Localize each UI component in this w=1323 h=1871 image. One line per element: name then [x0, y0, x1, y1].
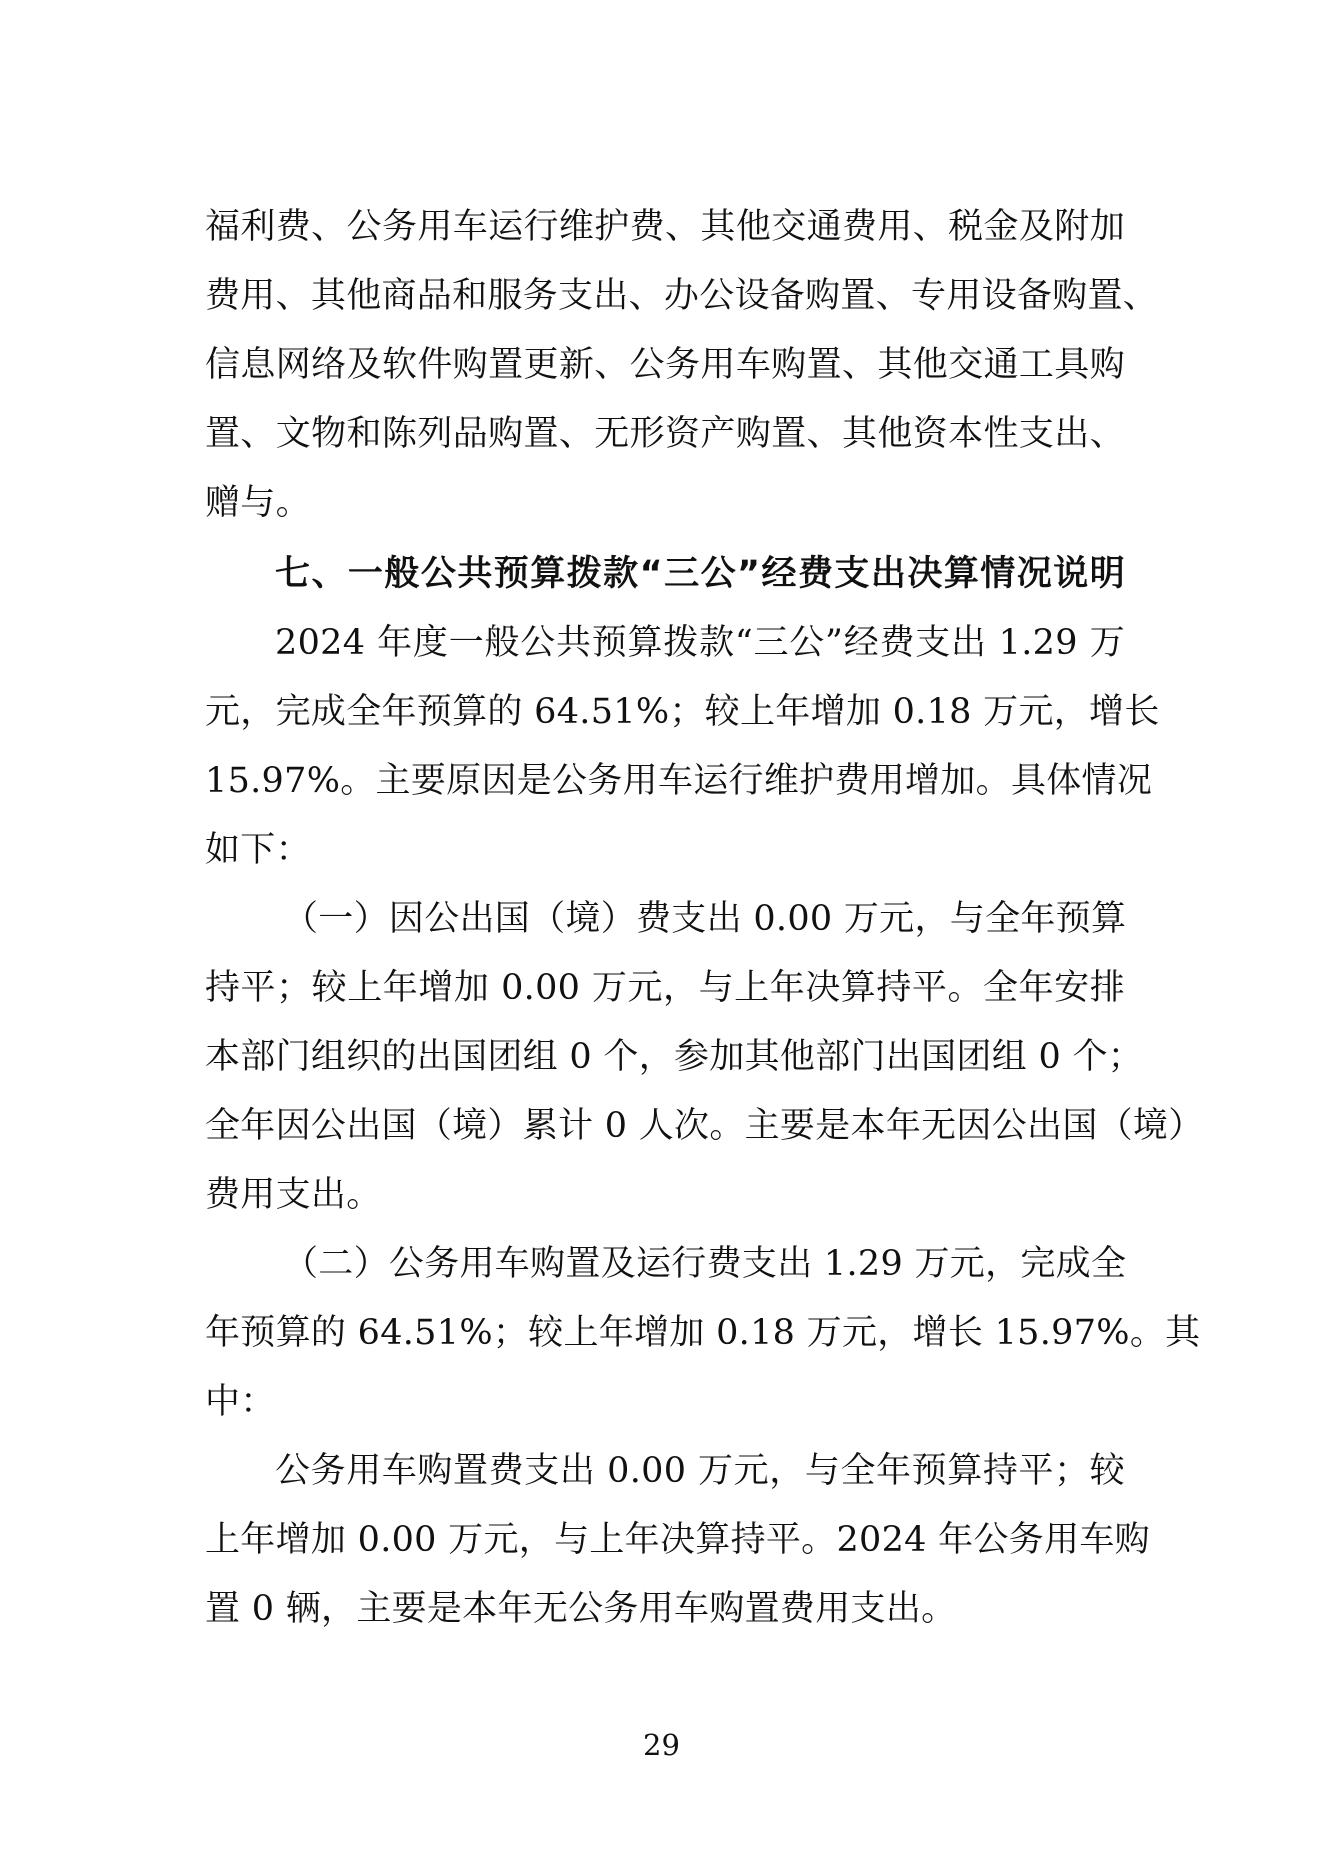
body-line-5: 赠与。 — [205, 483, 311, 523]
subsection-1-line-3: 本部门组织的出国团组 0 个，参加其他部门出国团组 0 个； — [205, 1037, 1144, 1077]
body-line-4: 置、文物和陈列品购置、无形资产购置、其他资本性支出、 — [205, 414, 1125, 454]
body-line-9: 15.97%。主要原因是公务用车运行维护费用增加。具体情况 — [205, 761, 1153, 801]
section-heading: 七、一般公共预算拨款“三公”经费支出决算情况说明 — [275, 554, 1125, 594]
subsection-1-line-1: （一）因公出国（境）费支出 0.00 万元，与全年预算 — [283, 899, 1127, 939]
vehicle-purchase-line-3: 置 0 辆，主要是本年无公务用车购置费用支出。 — [205, 1589, 957, 1629]
subsection-2-line-3: 中： — [205, 1382, 276, 1422]
body-line-7: 2024 年度一般公共预算拨款“三公”经费支出 1.29 万 — [275, 623, 1125, 663]
subsection-2-line-2: 年预算的 64.51%；较上年增加 0.18 万元，增长 15.97%。其 — [205, 1313, 1201, 1353]
subsection-1-line-5: 费用支出。 — [205, 1175, 382, 1215]
body-line-10: 如下： — [205, 830, 311, 870]
body-line-1: 福利费、公务用车运行维护费、其他交通费用、税金及附加 — [205, 207, 1125, 247]
body-line-2: 费用、其他商品和服务支出、办公设备购置、专用设备购置、 — [205, 276, 1159, 316]
body-line-8: 元，完成全年预算的 64.51%；较上年增加 0.18 万元，增长 — [205, 692, 1160, 732]
page-number: 29 — [643, 1728, 680, 1762]
subsection-1-line-4: 全年因公出国（境）累计 0 人次。主要是本年无因公出国（境） — [205, 1106, 1204, 1146]
body-line-3: 信息网络及软件购置更新、公务用车购置、其他交通工具购 — [205, 345, 1125, 385]
subsection-1-line-2: 持平；较上年增加 0.00 万元，与上年决算持平。全年安排 — [205, 968, 1125, 1008]
vehicle-purchase-line-1: 公务用车购置费支出 0.00 万元，与全年预算持平；较 — [275, 1451, 1125, 1491]
subsection-2-line-1: （二）公务用车购置及运行费支出 1.29 万元，完成全 — [283, 1244, 1127, 1284]
vehicle-purchase-line-2: 上年增加 0.00 万元，与上年决算持平。2024 年公务用车购 — [205, 1520, 1150, 1560]
